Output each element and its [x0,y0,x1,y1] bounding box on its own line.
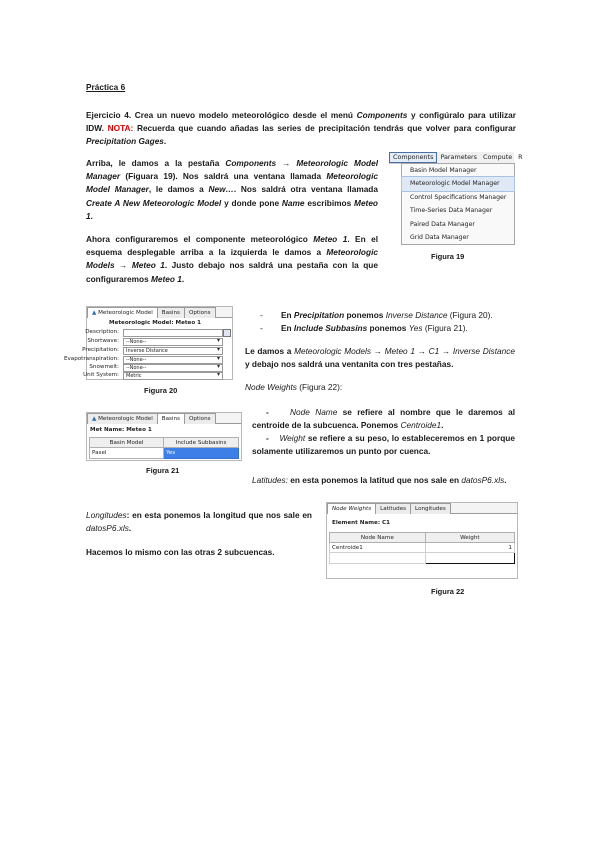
bullet-include-subbasins [281,322,521,335]
p3-d: Meteorologic Models → Meteo 1 [86,247,378,271]
b2-e: (Figura 21). [422,323,468,333]
paragraph-other-subbasins: Hacemos lo mismo con las otras 2 subcuencas. [86,547,275,557]
b2-a: En [281,323,294,333]
tab-options[interactable]: Options [184,413,216,424]
exercise-text-1: Crea un nuevo modelo meteorológico desde el menú [131,110,357,120]
b3-a: Node Name [290,407,338,417]
basins-table [89,437,239,459]
cell-basin-model: Pasel [90,448,164,459]
table-row[interactable] [90,448,239,459]
p7-b: : en esta ponemos la longitud que nos sale en [126,510,312,520]
figure-21-heading: Met Name: Meteo 1 [90,427,152,433]
menu-item-basin-model-manager[interactable]: Basin Model Manager [410,167,477,174]
p2-d: Meteorologic Model Manager [86,171,378,195]
paragraph-latitudes [252,474,515,487]
b2-c: ponemos [367,323,409,333]
menu-item-paired-data-manager[interactable]: Paired Data Manager [410,220,475,228]
menu-item-time-series-data-manager[interactable]: Time-Series Data Manager [410,207,493,215]
b4-a: Weight [279,433,306,443]
column-header-weight: Weight [425,533,514,543]
paragraph-inverse-distance [245,345,515,371]
page-title: Práctica 6 [86,82,126,92]
figure-22-screenshot [326,502,518,579]
b4-dash: - [266,433,269,443]
b1-a: En [281,310,294,320]
figure-21-caption: Figura 21 [146,466,180,475]
exercise-components: Components [356,110,408,120]
p3-a: Ahora configuraremos el componente meteorológico [86,234,314,244]
p3-f: Meteo 1 [151,273,182,284]
tab-longitudes[interactable]: Longitudes [410,503,451,514]
menu-results[interactable]: R [518,153,523,161]
meteo-model-icon: ▲ [92,416,97,422]
p2-j: Name [281,197,305,208]
b3-b: se refiere al nombre que le daremos al centroide de la subcuenca. Ponemos [252,407,515,431]
p6-c: datosP6.xls [461,475,505,485]
cell-node-name[interactable]: Centroide1 [330,543,426,553]
b4-b: se refiere a su peso, lo estableceremos en 1 porque solamente utilizaremos un punto por cuenca. [252,433,515,457]
precipitation-select[interactable]: Inverse Distance ▾ [123,347,223,355]
menu-compute[interactable]: Compute [483,153,513,161]
label-snowmelt: Snowmelt: [89,364,119,370]
p7-c: datosP6.xls [86,523,129,534]
p2-f: New… [208,184,234,195]
p2-l: Meteo 1 [86,197,379,221]
figure-21-tabs [87,413,241,424]
exercise-text-2: y configúralo para utilizar IDW. [86,110,516,134]
p2-a: Arriba, le damos a la pestaña [86,158,226,168]
figure-19-screenshot [389,152,523,245]
p4-c: y debajo nos saldrá una ventanita con tres pestañas. [245,359,454,370]
bullet-dash: - [260,323,263,333]
evapotranspiration-select[interactable]: --None-- ▾ [123,356,223,364]
menu-components[interactable]: Components [389,152,437,163]
p7-dot: . [128,523,132,534]
nota-label: NOTA: [107,123,134,134]
description-input[interactable] [123,329,223,337]
cell-weight-empty[interactable] [425,553,514,564]
paragraph-meteo-config [86,233,378,286]
bullet-precipitation [281,309,521,322]
b3-dash: - [266,407,269,417]
cell-weight[interactable]: 1 [425,543,514,553]
p2-i: y donde pone [221,197,282,208]
p2-b: Components → Meteorologic Model Manager [86,158,379,182]
figure-20-heading: Meteorologic Model: Meteo 1 [109,320,202,326]
p3-dot: . [181,273,185,284]
label-unit-system: Unit System: [83,372,119,378]
node-weights-table [329,532,515,564]
p2-g: . Nos saldrá otra ventana llamada [233,184,378,195]
p4-b: Meteorologic Models → Meteo 1 → C1 → Inverse Distance [294,346,515,356]
b1-e: (Figura 20). [447,310,493,320]
cell-include-subbasins[interactable]: Yes [164,448,239,459]
paragraph-node-weights [245,381,342,394]
menu-parameters[interactable]: Parameters [440,153,478,161]
table-row[interactable] [330,543,515,553]
p3-c: . En el esquema desplegable arriba a la izquierda le damos a [86,234,379,258]
b2-b: Include Subbasins [293,323,368,333]
tab-basins[interactable]: Basins [157,413,185,424]
bullet-node-name [252,406,515,432]
p6-dot: . [504,475,507,485]
tab-latitudes[interactable]: Latitudes [375,503,411,514]
p7-a: Longitudes [86,510,127,520]
p2-h: Create A New Meteorologic Model [86,197,222,208]
b1-b: Precipitation [293,310,345,320]
tab-meteorologic-model-label: Meteorologic Model [98,416,153,422]
column-header-node-name: Node Name [330,533,426,543]
nota-dot: . [163,136,167,147]
unit-system-select[interactable]: Metric ▾ [123,372,223,380]
p6-a: Latitudes: [252,475,288,485]
exercise-paragraph [86,109,516,149]
tab-meteorologic-model-label: Meteorologic Model [98,310,153,316]
tab-node-weights[interactable]: Node Weights [327,503,376,514]
p4-a: Le damos a [245,346,295,356]
p3-e: . Justo debajo nos saldrá una pestaña con la que configuraremos [86,260,378,284]
figure-22-caption: Figura 22 [431,587,465,596]
figure-22-heading: Element Name: C1 [332,520,391,526]
figure-19-caption: Figura 19 [431,252,465,261]
p2-e: , le damos a [148,184,209,195]
table-row[interactable] [330,553,515,564]
figure-22-tabs [327,503,517,514]
description-edit-icon[interactable] [223,329,231,337]
paragraph-components [86,157,378,223]
tab-meteorologic-model[interactable] [87,413,158,424]
bullet-weight [252,432,515,458]
b3-c: Centroide1 [400,420,442,431]
meteo-model-icon: ▲ [92,310,97,316]
bullet-dash: - [260,310,263,320]
tab-meteorologic-model[interactable] [87,307,158,318]
cell-node-name-empty[interactable] [330,553,426,564]
p2-dot: . [90,210,93,221]
p5-b: (Figura 22): [296,382,343,392]
paragraph-longitudes [86,509,312,535]
figure-20-screenshot [63,306,233,380]
label-description: Description: [85,329,119,335]
b1-d: Inverse Distance [385,310,448,320]
p5-a: Node Weights [245,382,297,392]
menu-item-meteorologic-model-manager[interactable]: Meteorologic Model Manager [402,177,514,190]
p2-k: escribimos [304,197,355,208]
shortwave-select[interactable]: --None-- ▾ [123,338,223,346]
p6-b: en esta ponemos la latitud que nos sale en [287,475,462,485]
column-header-basin-model: Basin Model [90,438,164,448]
b1-c: ponemos [344,310,386,320]
b2-d: Yes [408,323,423,333]
components-dropdown [401,163,515,245]
column-header-include-subbasins: Include Subbasins [164,438,239,448]
nota-text: Recuerda que cuando añadas las series de precipitación tendrás que volver para configurar [133,123,516,134]
p3-b: Meteo 1 [313,234,348,244]
label-shortwave: Shortwave: [87,338,119,344]
b3-dot: . [441,420,444,431]
snowmelt-select[interactable]: --None-- ▾ [123,364,223,372]
exercise-label: Ejercicio 4. [86,110,132,120]
label-evapotranspiration: Evapotranspiration: [63,356,119,362]
figure-21-screenshot [86,412,242,461]
tab-basins[interactable]: Basins [157,307,185,318]
nota-precipitation: Precipitation Gages [86,136,164,147]
tab-options[interactable]: Options [184,307,216,318]
menu-item-grid-data-manager[interactable]: Grid Data Manager [410,233,469,241]
figure-20-tabs [87,307,232,318]
figure-20-caption: Figura 20 [144,386,178,395]
label-precipitation: Precipitation: [82,347,119,353]
menu-item-control-specifications-manager[interactable]: Control Specifications Manager [410,193,507,201]
p2-c: (Figuara 19). Nos saldrá una ventana llamada [120,171,327,182]
